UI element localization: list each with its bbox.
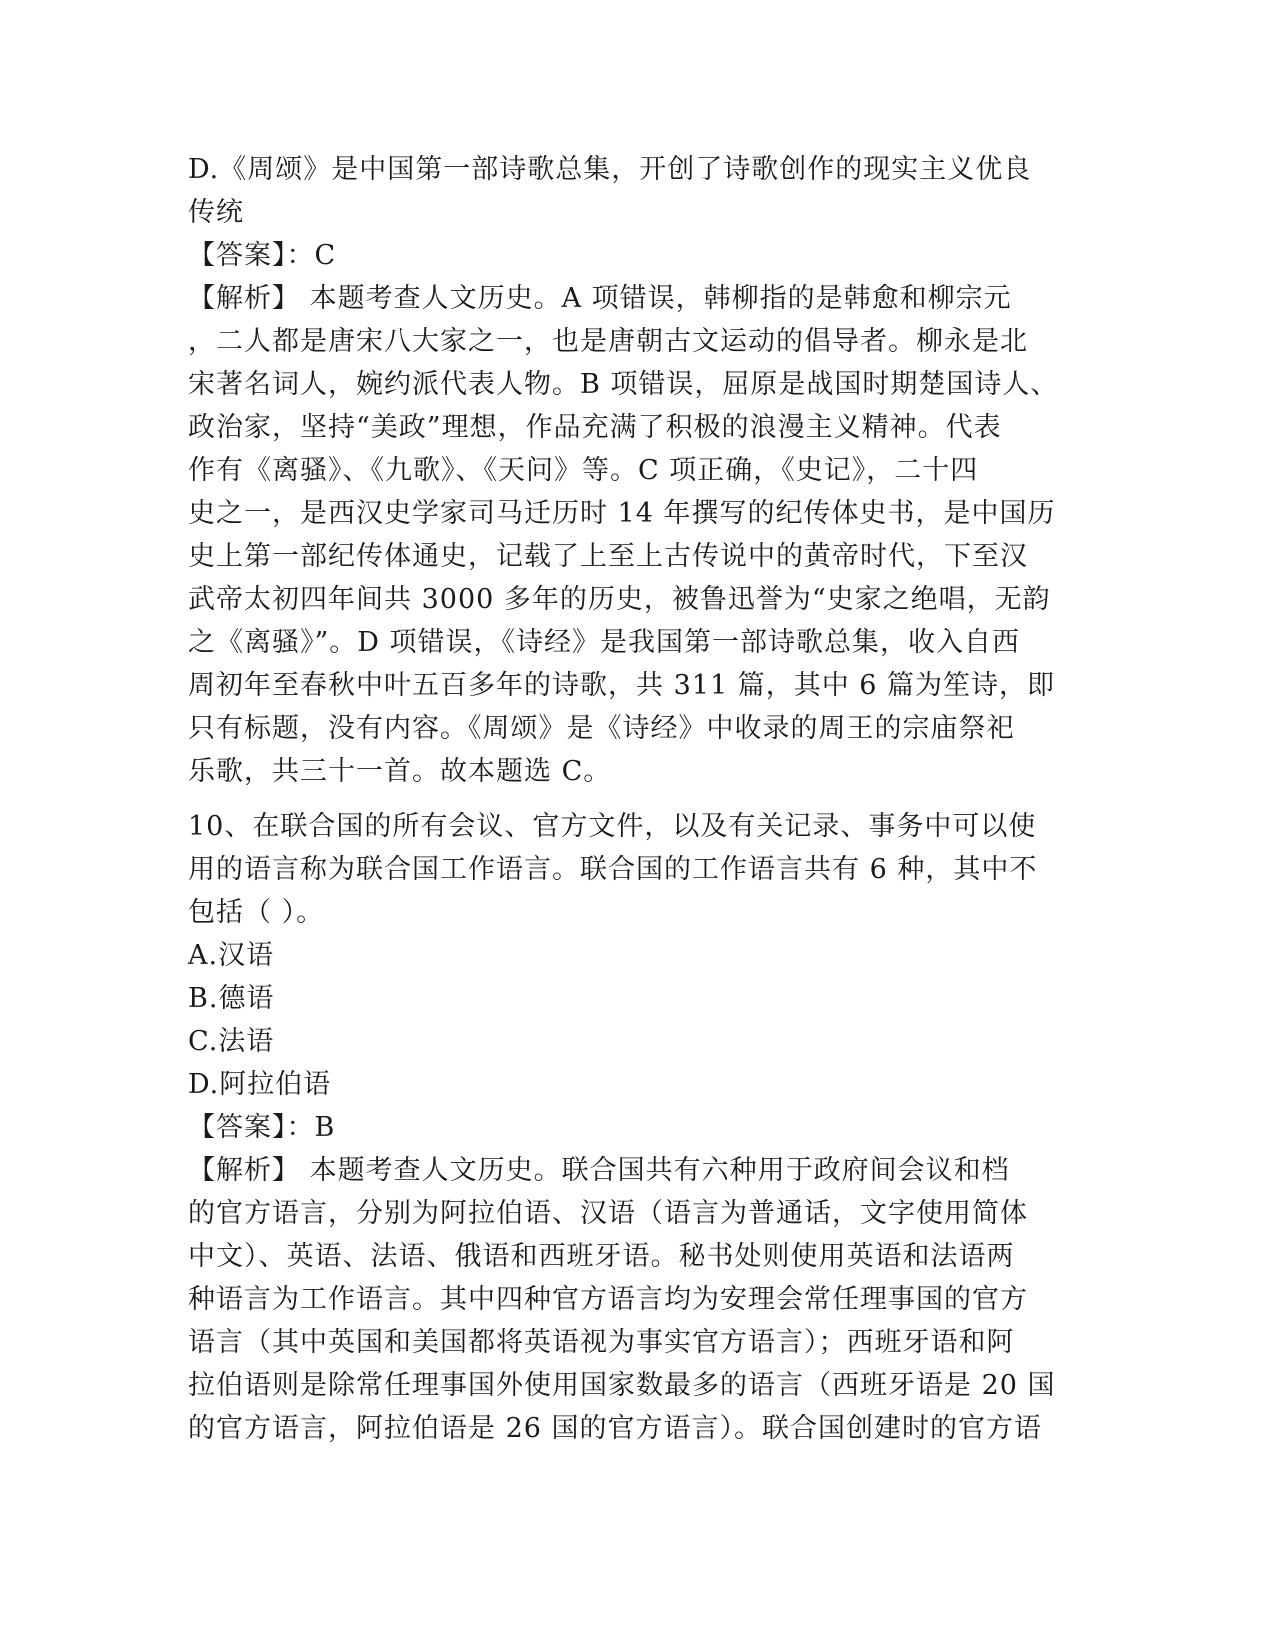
option-d: D.阿拉伯语 (188, 1069, 332, 1100)
question-spacer (188, 793, 1088, 805)
question-stem-line: 包括（ ）。 (188, 897, 325, 928)
analysis-line: 乐歌，共三十一首。故本题选 C。 (188, 756, 612, 787)
question-stem-line: 10、在联合国的所有会议、官方文件，以及有关记录、事务中可以使 (188, 811, 1037, 842)
analysis-line: 史上第一部纪传体通史，记载了上至上古传说中的黄帝时代，下至汉 (188, 541, 1028, 572)
option-d-line: D.《周颂》是中国第一部诗歌总集，开创了诗歌创作的现实主义优良 (188, 154, 1032, 185)
question-10 (188, 805, 1088, 1450)
analysis-line: 【解析】 本题考查人文历史。联合国共有六种用于政府间会议和档 (188, 1155, 1010, 1186)
document-page (188, 148, 1088, 1450)
question-stem-line: 用的语言称为联合国工作语言。联合国的工作语言共有 6 种，其中不 (188, 854, 1038, 885)
analysis-line: 的官方语言，分别为阿拉伯语、汉语（语言为普通话，文字使用简体 (188, 1198, 1028, 1229)
option-d-line: 传统 (188, 197, 244, 228)
analysis-line: 宋著名词人，婉约派代表人物。B 项错误，屈原是战国时期楚国诗人、 (188, 369, 1059, 400)
answer-line: 【答案】：C (188, 240, 337, 271)
analysis-line: 政治家，坚持“美政”理想，作品充满了积极的浪漫主义精神。代表 (188, 412, 1002, 443)
analysis-line: ，二人都是唐宋八大家之一，也是唐朝古文运动的倡导者。柳永是北 (188, 326, 1028, 357)
analysis-line: 之《离骚》”。D 项错误，《诗经》是我国第一部诗歌总集，收入自西 (188, 627, 1021, 658)
option-a: A.汉语 (188, 940, 275, 971)
analysis-line: 种语言为工作语言。其中四种官方语言均为安理会常任理事国的官方 (188, 1284, 1028, 1315)
analysis-line: 语言（其中英国和美国都将英语视为事实官方语言）；西班牙语和阿 (188, 1327, 1015, 1358)
analysis-line: 周初年至春秋中叶五百多年的诗歌，共 311 篇，其中 6 篇为笙诗，即 (188, 670, 1056, 701)
analysis-line: 只有标题，没有内容。《周颂》是《诗经》中收录的周王的宗庙祭祀 (188, 713, 1015, 744)
answer-line: 【答案】：B (188, 1112, 336, 1143)
analysis-line: 作有《离骚》、《九歌》、《天问》等。C 项正确，《史记》，二十四 (188, 455, 979, 486)
analysis-line: 的官方语言，阿拉伯语是 26 国的官方语言）。联合国创建时的官方语 (188, 1413, 1043, 1444)
option-b: B.德语 (188, 983, 275, 1014)
analysis-line: 中文）、英语、法语、俄语和西班牙语。秘书处则使用英语和法语两 (188, 1241, 1015, 1272)
question-9-continuation (188, 148, 1088, 793)
analysis-line: 【解析】 本题考查人文历史。A 项错误，韩柳指的是韩愈和柳宗元 (188, 283, 1012, 314)
analysis-line: 武帝太初四年间共 3000 多年的历史，被鲁迅誉为“史家之绝唱，无韵 (188, 584, 1051, 615)
analysis-line: 史之一，是西汉史学家司马迁历时 14 年撰写的纪传体史书，是中国历 (188, 498, 1056, 529)
analysis-line: 拉伯语则是除常任理事国外使用国家数最多的语言（西班牙语是 20 国 (188, 1370, 1056, 1401)
option-c: C.法语 (188, 1026, 275, 1057)
